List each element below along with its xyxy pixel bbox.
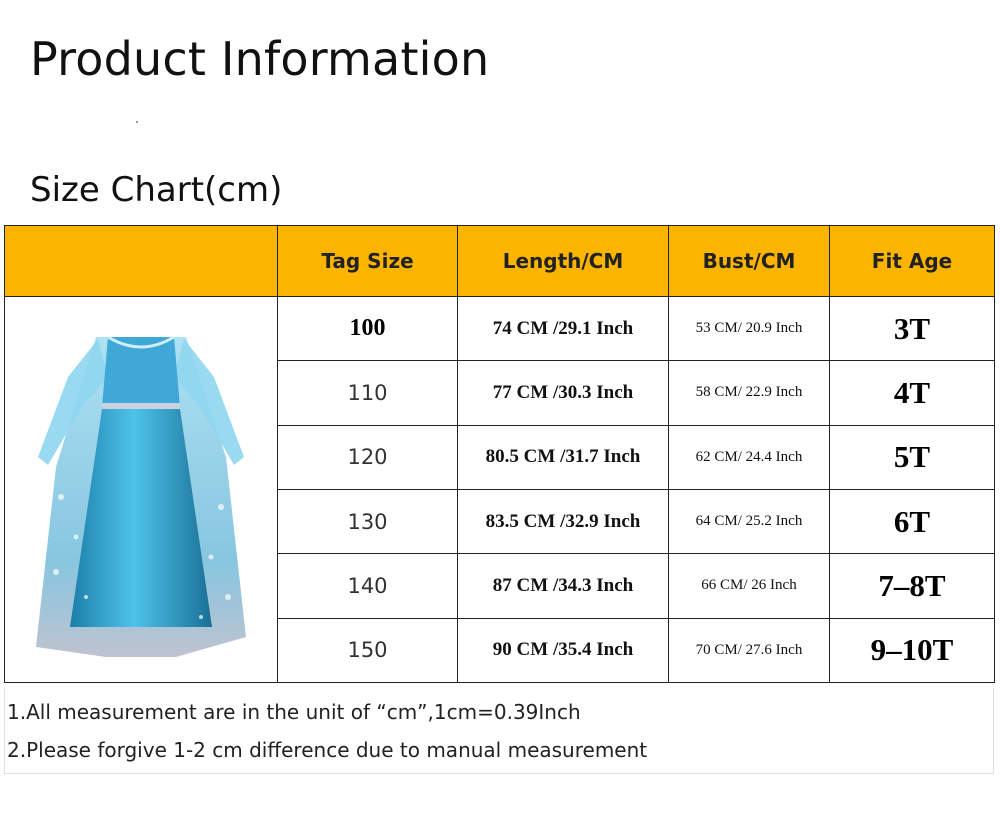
length-cell: 90 CM /35.4 Inch bbox=[458, 618, 669, 682]
fit-age-cell: 9–10T bbox=[830, 618, 995, 682]
header-blank-cell bbox=[5, 226, 278, 297]
tag-size-cell: 130 bbox=[278, 489, 458, 553]
table-row bbox=[5, 297, 995, 361]
length-cell: 74 CM /29.1 Inch bbox=[458, 297, 669, 361]
length-cell: 77 CM /30.3 Inch bbox=[458, 361, 669, 425]
tag-size-cell: 100 bbox=[278, 297, 458, 361]
bust-cell: 70 CM/ 27.6 Inch bbox=[669, 618, 830, 682]
tag-size-cell: 120 bbox=[278, 425, 458, 489]
fit-age-cell: 5T bbox=[830, 425, 995, 489]
dress-image bbox=[16, 297, 266, 677]
speck bbox=[136, 121, 138, 123]
header-fit-age: Fit Age bbox=[830, 226, 995, 297]
notes-box bbox=[4, 688, 994, 774]
header-length: Length/CM bbox=[458, 226, 669, 297]
size-chart-table bbox=[4, 225, 995, 683]
tag-size-cell: 140 bbox=[278, 554, 458, 618]
note-unit: 1.All measurement are in the unit of “cm”,1cm=0.39Inch bbox=[7, 700, 581, 724]
length-cell: 83.5 CM /32.9 Inch bbox=[458, 489, 669, 553]
fit-age-cell: 4T bbox=[830, 361, 995, 425]
bust-cell: 53 CM/ 20.9 Inch bbox=[669, 297, 830, 361]
header-bust: Bust/CM bbox=[669, 226, 830, 297]
note-difference: 2.Please forgive 1-2 cm difference due to manual measurement bbox=[7, 738, 648, 762]
length-cell: 87 CM /34.3 Inch bbox=[458, 554, 669, 618]
bust-cell: 62 CM/ 24.4 Inch bbox=[669, 425, 830, 489]
header-tag-size: Tag Size bbox=[278, 226, 458, 297]
tag-size-cell: 150 bbox=[278, 618, 458, 682]
size-chart-title: Size Chart(cm) bbox=[30, 170, 283, 210]
bust-cell: 66 CM/ 26 Inch bbox=[669, 554, 830, 618]
page-title: Product Information bbox=[30, 32, 490, 86]
bust-cell: 64 CM/ 25.2 Inch bbox=[669, 489, 830, 553]
bust-cell: 58 CM/ 22.9 Inch bbox=[669, 361, 830, 425]
fit-age-cell: 6T bbox=[830, 489, 995, 553]
fit-age-cell: 3T bbox=[830, 297, 995, 361]
length-cell: 80.5 CM /31.7 Inch bbox=[458, 425, 669, 489]
tag-size-cell: 110 bbox=[278, 361, 458, 425]
header-row bbox=[5, 226, 995, 297]
product-image-cell bbox=[5, 297, 278, 683]
fit-age-cell: 7–8T bbox=[830, 554, 995, 618]
